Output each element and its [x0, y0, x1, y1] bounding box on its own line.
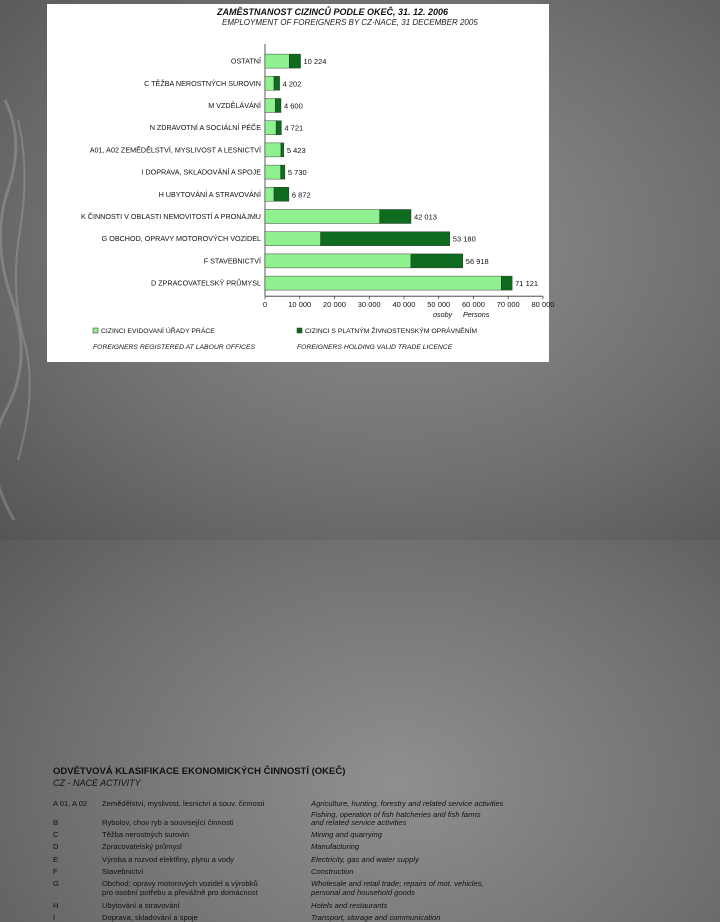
- row-code: D: [53, 842, 59, 851]
- x-axis-label: osoby: [433, 310, 453, 320]
- category-label: N ZDRAVOTNÍ A SOCIÁLNÍ PÉČE: [149, 123, 261, 133]
- total-value-label: 5 423: [286, 145, 306, 155]
- row-english-name: Manufacturing: [311, 842, 360, 851]
- bar-registered: [265, 143, 281, 157]
- row-english-name: Agriculture, hunting, forestry and related service activities: [311, 799, 504, 808]
- row-czech-name: pro osobní potřebu a převážně pro domácnost: [102, 888, 258, 897]
- row-czech-name: Doprava, skladování a spoje: [102, 913, 198, 922]
- row-code: F: [53, 867, 58, 876]
- bar-registered: [265, 99, 275, 113]
- row-czech-name: Ubytování a stravování: [102, 901, 180, 910]
- okec-classification-table: [0, 380, 720, 922]
- row-english-name: personal and household goods: [311, 888, 415, 897]
- row-english-name: Construction: [311, 867, 354, 876]
- x-tick-label: 30 000: [357, 300, 381, 310]
- table-subtitle: CZ - NACE ACTIVITY: [53, 778, 141, 788]
- row-code: A 01, A 02: [53, 799, 88, 808]
- bar-registered: [265, 121, 276, 135]
- category-label: G OBCHOD, OPRAVY MOTOROVÝCH VOZIDEL: [101, 234, 261, 244]
- category-label: K ČINNOSTI V OBLASTI NEMOVITOSTÍ A PRONÁJMU: [81, 212, 261, 221]
- x-tick-label: 60 000: [462, 300, 485, 310]
- total-value-label: 4 202: [282, 79, 302, 89]
- employment-chart: [47, 4, 555, 362]
- legend-label-trade-licence-en: FOREIGNERS HOLDING VALID TRADE LICENCE: [297, 344, 453, 351]
- total-value-label: 56 918: [465, 256, 489, 266]
- row-code: B: [53, 818, 59, 827]
- row-czech-name: Těžba nerostných surovin: [102, 830, 189, 839]
- bar-registered: [265, 232, 321, 246]
- category-label: C TĚŽBA NEROSTNÝCH SUROVIN: [144, 78, 261, 88]
- row-english-name: Mining and quarrying: [311, 830, 382, 839]
- x-tick-label: 10 000: [288, 300, 312, 310]
- row-english-name: Hotels and restaurants: [311, 901, 388, 910]
- bar-trade-licence: [321, 232, 450, 246]
- bar-registered: [265, 165, 281, 179]
- bar-trade-licence: [275, 99, 281, 113]
- total-value-label: 53 180: [452, 234, 476, 244]
- row-czech-name: Obchod; opravy motorových vozidel a výrobků: [102, 879, 258, 888]
- row-code: E: [53, 855, 59, 864]
- category-label: I DOPRAVA, SKLADOVÁNÍ A SPOJE: [141, 167, 261, 177]
- chart-title: ZAMĚSTNANOST CIZINCŮ PODLE OKEČ, 31. 12. 2006: [217, 7, 449, 17]
- bar-registered: [265, 187, 274, 201]
- total-value-label: 5 730: [287, 168, 307, 178]
- bar-trade-licence: [281, 165, 285, 179]
- legend-label-registered: CIZINCI EVIDOVANÍ ÚŘADY PRÁCE: [101, 328, 215, 335]
- bar-trade-licence: [276, 121, 281, 135]
- category-label: H UBYTOVÁNÍ A STRAVOVÁNÍ: [158, 189, 261, 199]
- category-label: M VZDĚLÁVÁNÍ: [208, 101, 261, 110]
- x-tick-label: 50 000: [427, 300, 451, 310]
- bar-registered: [265, 254, 411, 268]
- x-tick-label: 20 000: [323, 300, 346, 310]
- legend-swatch-registered: [93, 328, 98, 333]
- row-czech-name: Rybolov, chov ryb a související činnosti: [102, 818, 234, 827]
- chart-panel: [47, 4, 555, 362]
- row-code: C: [53, 830, 59, 839]
- row-code: G: [53, 879, 59, 888]
- row-code: I: [53, 913, 56, 922]
- x-axis-label-en: Persons: [463, 310, 490, 320]
- row-czech-name: Zemědělství, myslivost, lesnictví a souv. činnosti: [102, 799, 265, 808]
- bar-registered: [265, 276, 501, 290]
- bar-trade-licence: [411, 254, 463, 268]
- bar-trade-licence: [380, 210, 411, 224]
- x-tick-label: 80 000: [531, 300, 555, 310]
- bar-trade-licence: [274, 187, 289, 201]
- category-label: OSTATNÍ: [230, 56, 261, 66]
- x-tick-label: 70 000: [496, 300, 520, 310]
- total-value-label: 42 013: [413, 212, 437, 222]
- row-czech-name: Stavebnictví: [102, 867, 144, 876]
- category-label: F STAVEBNICTVÍ: [203, 256, 261, 266]
- row-english-name: Fishing, operation of fish hatcheries and fish farms: [311, 810, 481, 819]
- total-value-label: 4 721: [284, 123, 304, 133]
- total-value-label: 4 600: [283, 101, 303, 111]
- row-code: H: [53, 901, 59, 910]
- row-english-name: Transport, storage and communication: [311, 913, 441, 922]
- bar-trade-licence: [274, 76, 280, 90]
- bar-registered: [265, 210, 380, 224]
- row-czech-name: Výroba a rozvod elektřiny, plynu a vody: [102, 855, 234, 864]
- chart-subtitle: EMPLOYMENT OF FOREIGNERS BY CZ-NACE, 31 DECEMBER 2005: [222, 18, 478, 27]
- x-tick-label: 0: [262, 300, 268, 310]
- row-czech-name: Zpracovatelský průmysl: [102, 842, 182, 851]
- bar-trade-licence: [289, 54, 300, 68]
- legend-swatch-trade-licence: [297, 328, 302, 333]
- category-label: A01, A02 ZEMĚDĚLSTVÍ, MYSLIVOST A LESNICTVÍ: [89, 145, 261, 155]
- total-value-label: 6 872: [291, 190, 311, 200]
- row-english-name: Wholesale and retail trade; repairs of mot. vehicles,: [311, 879, 484, 888]
- table-title: ODVĚTVOVÁ KLASIFIKACE EKONOMICKÝCH ČINNOSTÍ (OKEČ): [53, 766, 346, 777]
- row-english-name: Electricity, gas and water supply: [311, 855, 419, 864]
- bar-registered: [265, 54, 289, 68]
- total-value-label: 10 224: [303, 57, 327, 67]
- x-tick-label: 40 000: [392, 300, 416, 310]
- bar-registered: [265, 76, 274, 90]
- bar-trade-licence: [281, 143, 284, 157]
- bar-trade-licence: [501, 276, 512, 290]
- total-value-label: 71 121: [515, 279, 539, 289]
- category-label: D ZPRACOVATELSKÝ PRŮMYSL: [151, 278, 261, 288]
- legend-label-trade-licence: CIZINCI S PLATNÝM ŽIVNOSTENSKÝM OPRÁVNĚNÍM: [305, 328, 478, 335]
- legend-label-registered-en: FOREIGNERS REGISTERED AT LABOUR OFFICES: [93, 344, 256, 351]
- row-english-name: and related service activities: [311, 818, 407, 827]
